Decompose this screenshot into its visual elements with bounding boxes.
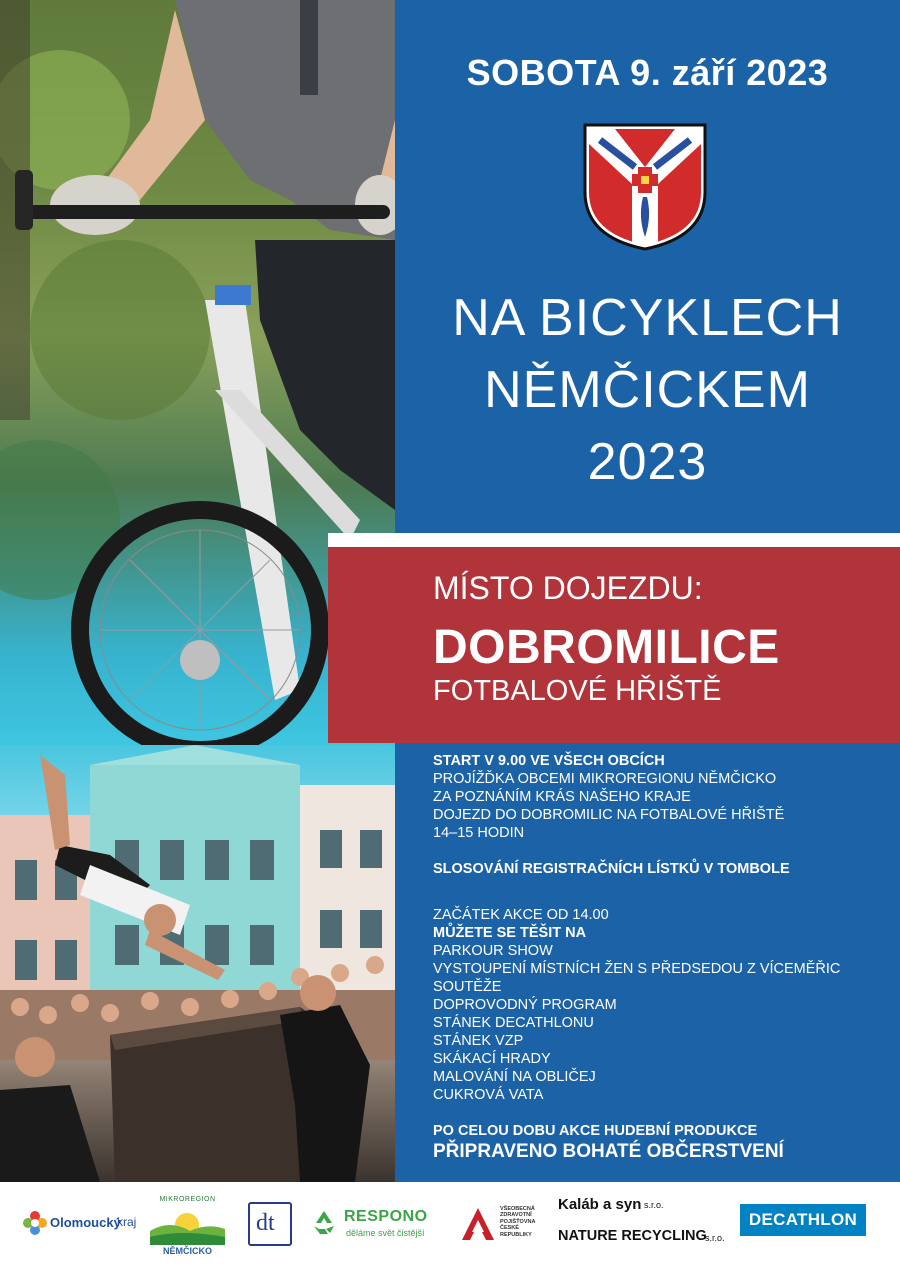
program-line: START V 9.00 VE VŠECH OBCÍCH (433, 753, 665, 769)
program-info (433, 752, 840, 1164)
event-title (395, 282, 900, 498)
program-item: PARKOUR SHOW (433, 943, 553, 959)
divider-band (328, 533, 900, 547)
title-line-3: 2023 (587, 433, 708, 491)
program-line: PROJÍŽĎKA OBCEMI MIKROREGIONU NĚMČICKO (433, 771, 777, 787)
recycle-icon (310, 1208, 338, 1236)
decathlon-logo (740, 1204, 866, 1236)
nature-suffix: s.r.o. (705, 1233, 725, 1243)
mikroregion-bottom-text: NĚMČICKO (163, 1246, 212, 1256)
flower-icon (22, 1210, 48, 1236)
music-line: PO CELOU DOBU AKCE HUDEBNÍ PRODUKCE (433, 1123, 758, 1139)
vzp-text (500, 1206, 535, 1238)
kraj-text: kraj (117, 1215, 137, 1229)
title-line-1: NA BICYKLECH (452, 289, 843, 347)
decathlon-text: DECATHLON (748, 1210, 858, 1229)
tesit-heading: MŮŽETE SE TĚŠIT NA (433, 925, 587, 941)
vzp-line: REPUBLIKY (500, 1231, 532, 1238)
program-line: ZA POZNÁNÍM KRÁS NAŠEHO KRAJE (433, 789, 691, 805)
program-item: SKÁKACÍ HRADY (433, 1051, 551, 1067)
vzp-logo (460, 1202, 550, 1252)
title-line-2: NĚMČICKEM (484, 361, 811, 419)
program-item: STÁNEK DECATHLONU (433, 1015, 594, 1031)
program-item: DOPROVODNÝ PROGRAM (433, 997, 617, 1013)
parkour-photo (0, 745, 395, 1182)
respono-text: RESPONO (344, 1208, 428, 1225)
vzp-icon (460, 1206, 496, 1242)
program-item: CUKROVÁ VATA (433, 1087, 544, 1103)
program-item: STÁNEK VZP (433, 1033, 524, 1049)
program-line: 14–15 HODIN (433, 825, 525, 841)
kalab-nature-logo (558, 1194, 728, 1258)
program-item: VYSTOUPENÍ MÍSTNÍCH ŽEN S PŘEDSEDOU Z VÍCEMĚŘIC (433, 961, 841, 977)
program-line: DOJEZD DO DOBROMILIC NA FOTBALOVÉ HŘIŠTĚ (433, 807, 785, 823)
tombola-line: SLOSOVÁNÍ REGISTRAČNÍCH LÍSTKŮ V TOMBOLE (433, 861, 790, 877)
respono-tagline: děláme svět čistější (346, 1228, 425, 1238)
landscape-icon (150, 1205, 225, 1245)
program-item: MALOVÁNÍ NA OBLIČEJ (433, 1069, 596, 1085)
olomoucky-kraj-logo (22, 1204, 137, 1244)
dt-text: dt (256, 1210, 275, 1236)
kalab-text: Kaláb a syn (558, 1196, 642, 1213)
vzp-line: ČESKÉ (500, 1225, 519, 1232)
mikroregion-logo (150, 1196, 225, 1258)
sponsor-footer (0, 1182, 900, 1274)
respono-logo (310, 1206, 445, 1242)
event-date: SOBOTA 9. září 2023 (466, 52, 829, 93)
akce-start-line: ZAČÁTEK AKCE OD 14.00 (433, 907, 609, 923)
vzp-line: VŠEOBECNÁ (500, 1206, 535, 1212)
mikroregion-top-text: MIKROREGION (159, 1196, 216, 1203)
vzp-line: POJIŠŤOVNA (500, 1218, 536, 1225)
coat-of-arms-icon (580, 122, 710, 252)
destination-label: MÍSTO DOJEZDU: (433, 570, 703, 606)
destination-venue: FOTBALOVÉ HŘIŠTĚ (433, 675, 722, 707)
food-line: PŘIPRAVENO BOHATÉ OBČERSTVENÍ (433, 1141, 784, 1162)
parkour-illustration (0, 745, 395, 1182)
program-item: SOUTĚŽE (433, 979, 502, 995)
olomoucky-text: Olomoucký (50, 1215, 121, 1230)
kalab-suffix: s.r.o. (644, 1200, 664, 1210)
vzp-line: ZDRAVOTNÍ (500, 1212, 532, 1219)
dt-logo (248, 1202, 292, 1246)
nature-text: NATURE RECYCLING (558, 1228, 707, 1244)
destination-place: DOBROMILICE (433, 621, 780, 674)
